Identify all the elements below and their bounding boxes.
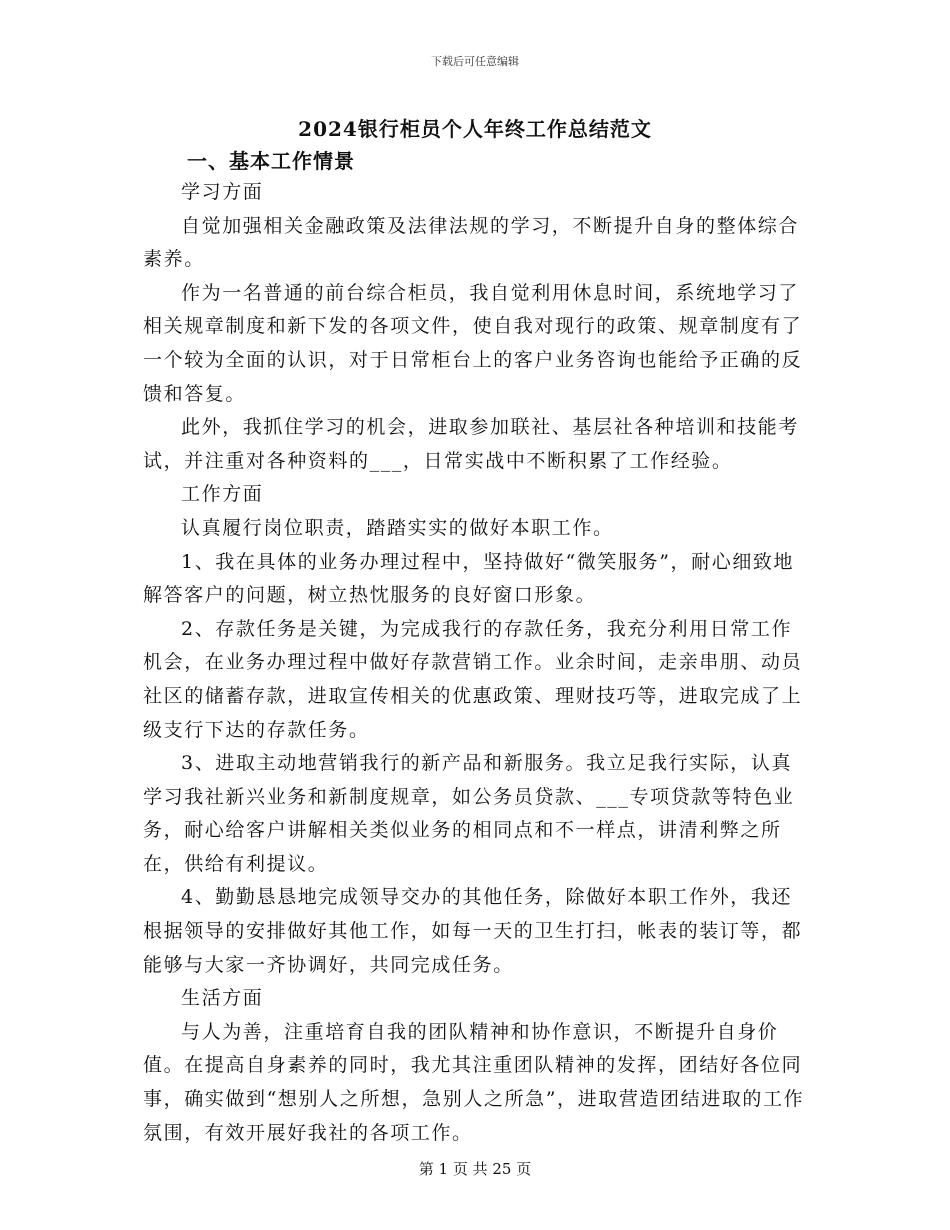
paragraph: 与人为善，注重培育自我的团队精神和协作意识，不断提升自身价值。在提高自身素养的同时，我尤其注重团队精神的发挥，团结好各位同事，确实做到“想别人之所想，急别人之所急”，进取营造团结进取的工作氛围，有效开展好我社的各项工作。 [143,1020,805,1144]
paragraph: 3、进取主动地营销我行的新产品和新服务。我立足我行实际，认真学习我社新兴业务和新制度规章，如公务员贷款、___专项贷款等特色业务，耐心给客户讲解相关类似业务的相同点和不一样点，讲清利弊之所在，供给有利提议。 [143,752,795,875]
paragraph: 4、勤勤恳恳地完成领导交办的其他任务，除做好本职工作外，我还根据领导的安排做好其他工作，如每一天的卫生打扫，帐表的装订等，都能够与大家一齐协调好，共同完成任务。 [143,886,803,976]
paragraph-subheading-life: 生活方面 [181,987,264,1010]
paragraph: 2、存款任务是关键，为完成我行的存款任务，我充分利用日常工作机会，在业务办理过程中做好存款营销工作。业余时间，走亲串朋、动员社区的储蓄存款，进取宣传相关的优惠政策、理财技巧等，进取完成了上级支行下达的存款任务。 [143,617,803,741]
paragraph-subheading-study: 学习方面 [181,181,264,203]
header-note: 下载后可任意编辑 [431,55,519,68]
paragraph-subheading-work: 工作方面 [181,483,264,506]
page-footer: 第 1 页 共 25 页 [418,1160,532,1178]
paragraph: 此外，我抓住学习的机会，进取参加联社、基层社各种培训和技能考试，并注重对各种资料的___，日常实战中不断积累了工作经验。 [143,416,800,472]
document-title: 2024银行柜员个人年终工作总结范文 [298,117,652,141]
paragraph: 认真履行岗位职责，踏踏实实的做好本职工作。 [181,516,614,539]
paragraph: 作为一名普通的前台综合柜员，我自觉利用休息时间，系统地学习了相关规章制度和新下发的各项文件，使自我对现行的政策、规章制度有了一个较为全面的认识，对于日常柜台上的客户业务咨询也能给予正确的反馈和答复。 [143,281,803,405]
paragraph: 1、我在具体的业务办理过程中，坚持做好“微笑服务”，耐心细致地解答客户的问题，树立热忱服务的良好窗口形象。 [143,550,795,607]
document-body [143,176,811,1150]
section-heading: 一、基本工作情景 [187,149,355,173]
paragraph: 自觉加强相关金融政策及法律法规的学习，不断提升自身的整体综合素养。 [143,214,800,271]
